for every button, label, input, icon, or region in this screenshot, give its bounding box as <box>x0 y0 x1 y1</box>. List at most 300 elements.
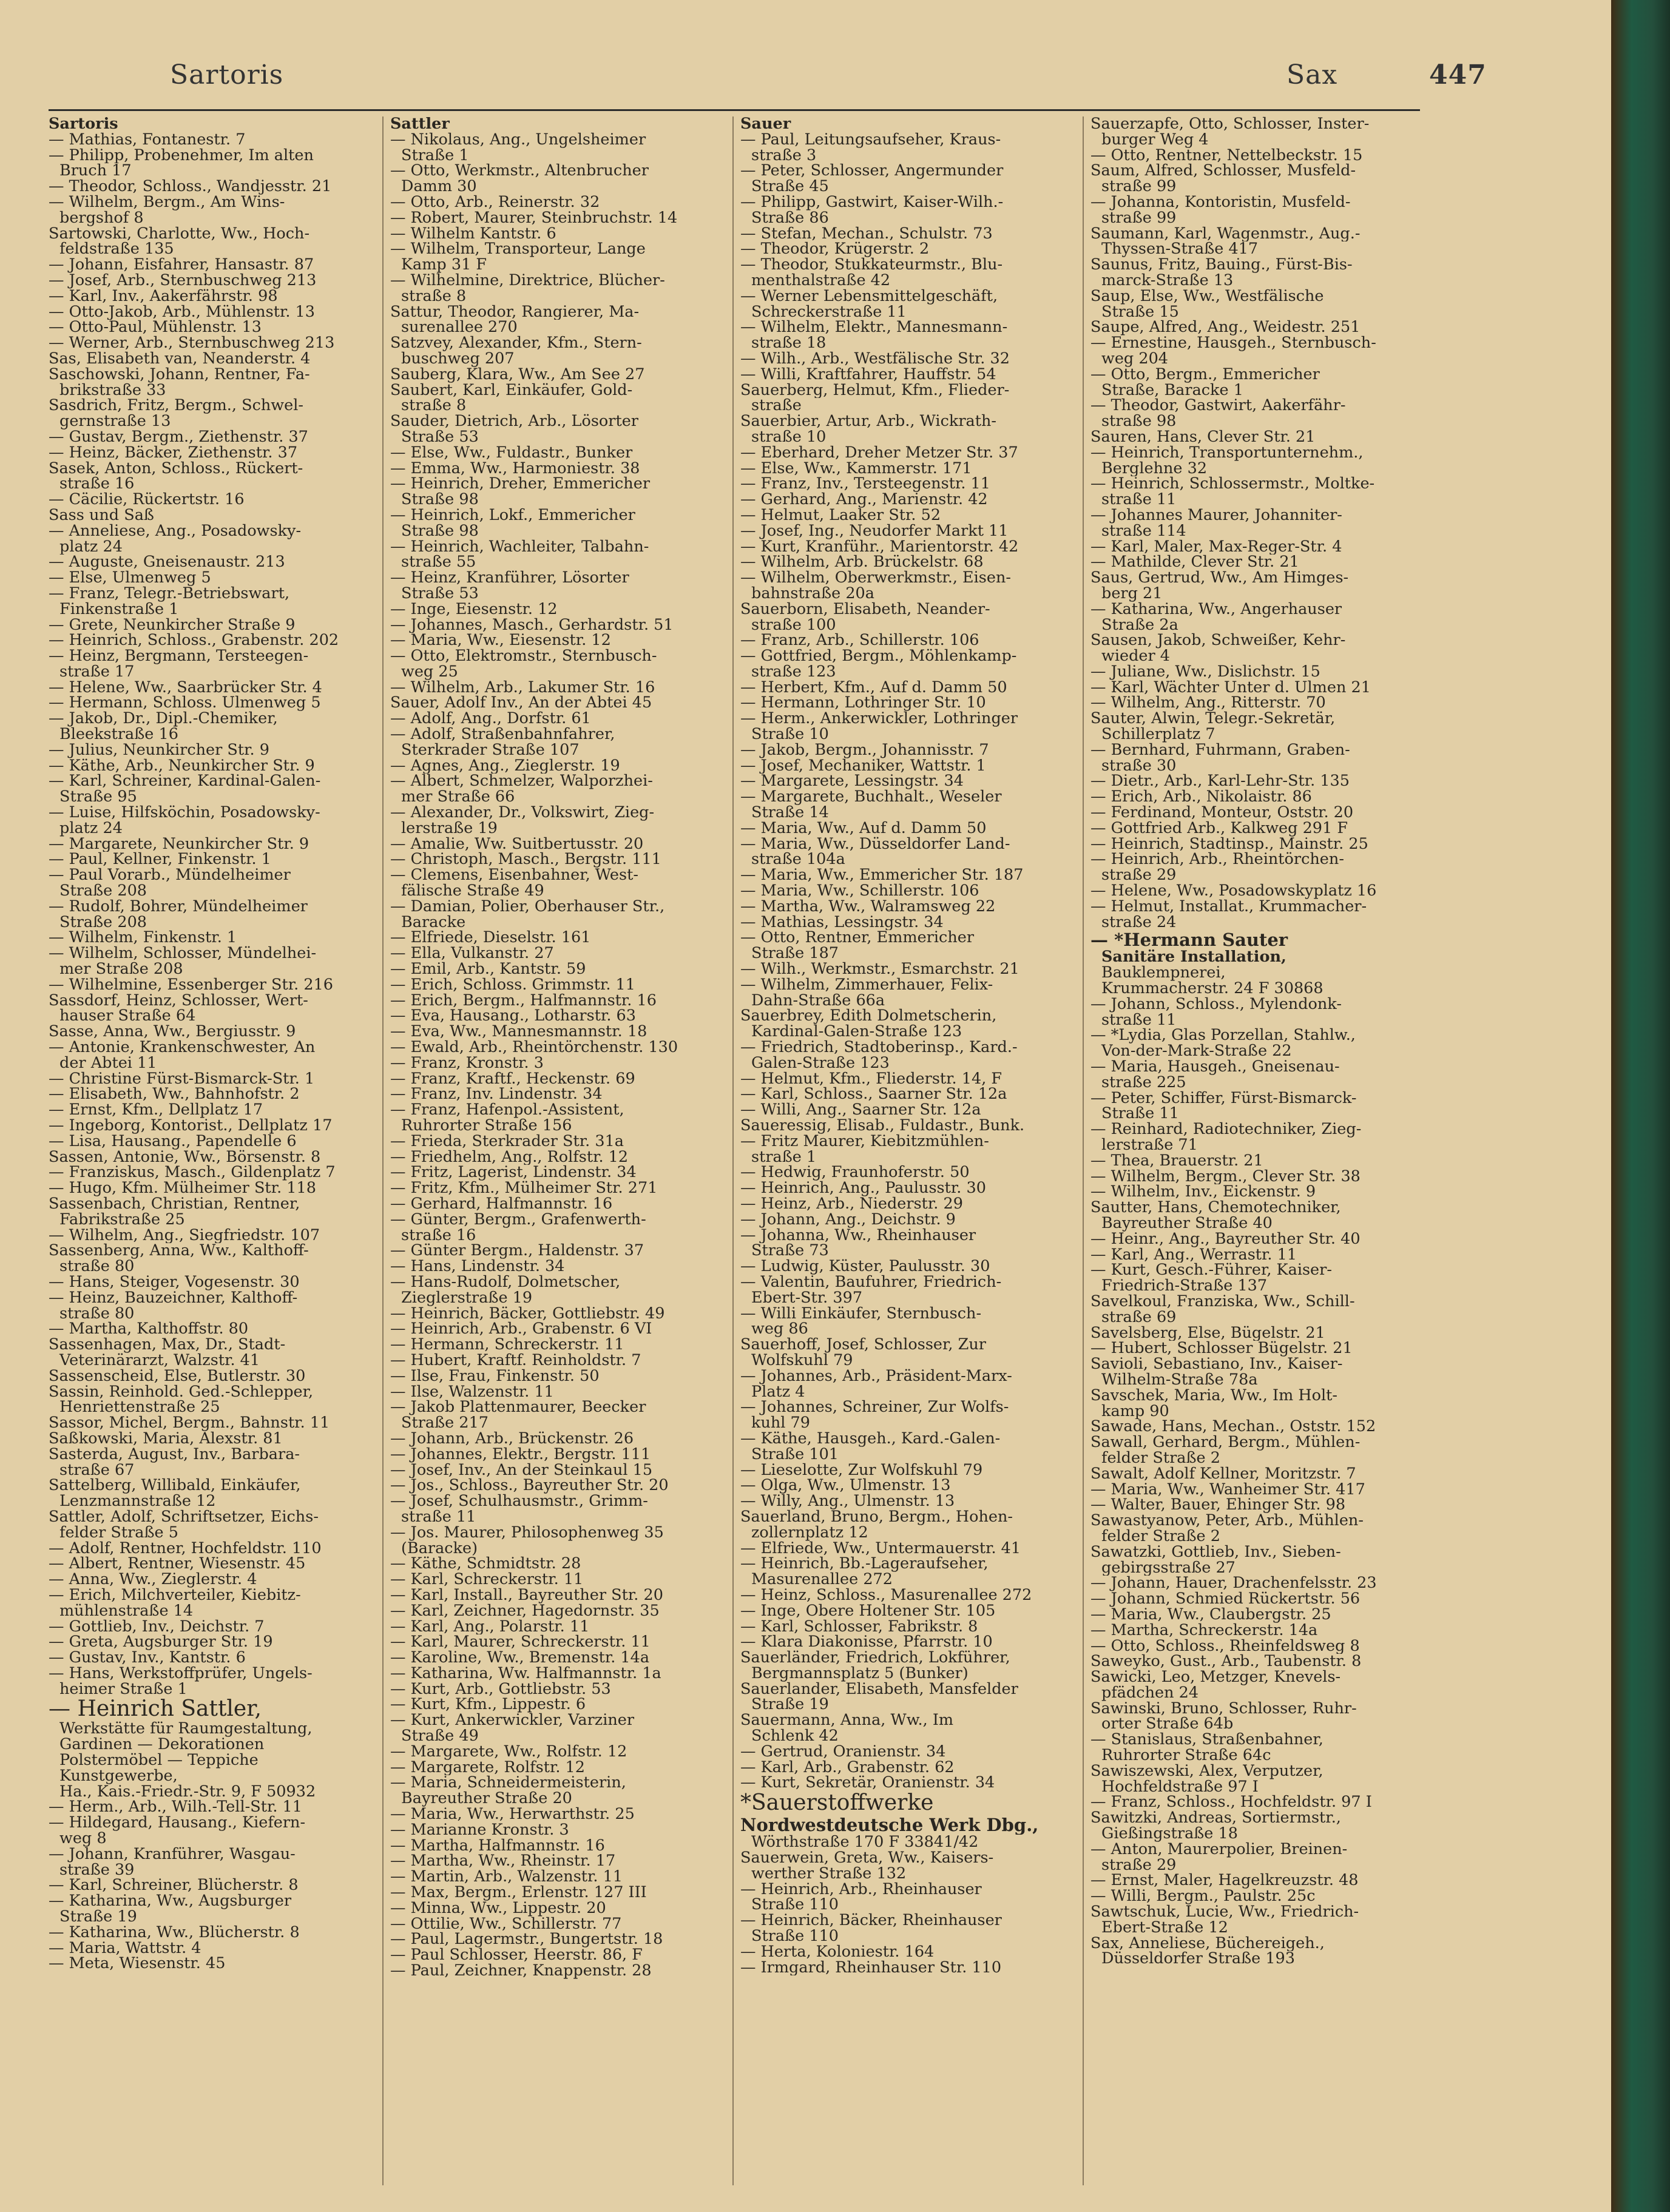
directory-entry-line: — Eva, Hausang., Lotharstr. 63 <box>390 1008 636 1025</box>
directory-entry-line: — Johannes, Arb., Präsident-Marx- <box>740 1368 1012 1384</box>
directory-entry-line: — Hans-Rudolf, Dolmetscher, <box>390 1274 621 1290</box>
column-1 <box>49 116 376 2191</box>
directory-entry-line: — Otto, Werkmstr., Altenbrucher <box>390 163 649 180</box>
directory-entry-line: Saumann, Karl, Wagenmstr., Aug.- <box>1090 226 1361 242</box>
directory-entry-line: — Johannes Maurer, Johanniter- <box>1090 507 1342 524</box>
directory-entry-line: Sauter, Alwin, Telegr.-Sekretär, <box>1090 711 1336 727</box>
directory-entry-line: — Kurt, Ankerwickler, Varziner <box>390 1713 635 1729</box>
directory-entry-line: — Lisa, Hausang., Papendelle 6 <box>49 1133 297 1150</box>
directory-entry-line: — Elfriede, Dieselstr. 161 <box>390 930 591 946</box>
directory-entry-line: — Hildegard, Hausang., Kiefern- <box>49 1815 306 1832</box>
directory-entry-line: Straße 101 <box>751 1446 839 1463</box>
directory-entry-line: — Otto, Elektromstr., Sternbusch- <box>390 649 657 664</box>
directory-entry-line: Sassin, Reinhold. Ged.-Schlepper, <box>49 1384 314 1400</box>
directory-entry-line: Sauerzapfe, Otto, Schlosser, Inster- <box>1090 116 1370 132</box>
directory-entry-line: — Herbert, Kfm., Auf d. Damm 50 <box>740 679 1007 696</box>
directory-entry-line: Ebert-Str. 397 <box>751 1290 863 1306</box>
directory-entry-line: — Josef, Arb., Sternbuschweg 213 <box>49 272 317 289</box>
directory-entry-line: — Heinrich, Arb., Rheinhauser <box>740 1881 982 1898</box>
directory-entry-line: — Heinrich Sattler, <box>49 1697 262 1722</box>
directory-entry-line: Sawiszewski, Alex, Verputzer, <box>1090 1763 1323 1779</box>
directory-entry-line: — Erich, Arb., Nikolaistr. 86 <box>1090 789 1312 806</box>
column-2 <box>390 116 718 2191</box>
directory-entry-line: kamp 90 <box>1101 1403 1169 1420</box>
directory-entry-line: — Heinrich, Stadtinsp., Mainstr. 25 <box>1090 836 1368 852</box>
directory-entry-line: kuhl 79 <box>751 1415 811 1431</box>
directory-entry-line: Sassdorf, Heinz, Schlosser, Wert- <box>49 993 308 1009</box>
directory-entry-line: — Margarete, Buchhalt., Weseler <box>740 789 1002 806</box>
directory-entry-line: — Franz, Telegr.-Betriebswart, <box>49 585 290 602</box>
directory-entry-line: — Franz, Inv., Tersteegenstr. 11 <box>740 476 990 493</box>
directory-entry-line: Sausen, Jakob, Schweißer, Kehr- <box>1090 633 1346 649</box>
directory-entry-line: — Julius, Neunkircher Str. 9 <box>49 742 269 758</box>
directory-entry-line: Bleekstraße 16 <box>59 727 178 743</box>
directory-entry-line: — Theodor, Krügerstr. 2 <box>740 241 930 258</box>
directory-entry-line: — Antonie, Krankenschwester, An <box>49 1040 316 1056</box>
directory-entry-line: Saubert, Karl, Einkäufer, Gold- <box>390 382 633 399</box>
directory-entry-line: — Willi, Bergm., Paulstr. 25c <box>1090 1889 1316 1905</box>
directory-entry-line: *Sauerstoffwerke <box>740 1791 934 1816</box>
directory-entry-line: — Karl, Maurer, Schreckerstr. 11 <box>390 1634 651 1651</box>
directory-entry-line: Sauer, Adolf Inv., An der Abtei 45 <box>390 695 652 712</box>
directory-entry-line: Straße 19 <box>751 1697 829 1713</box>
directory-entry-line: gebirgsstraße 27 <box>1101 1560 1236 1576</box>
directory-entry-line: — Heinrich, Dreher, Emmericher <box>390 476 651 493</box>
directory-entry-line: — Hermann, Lothringer Str. 10 <box>740 695 986 712</box>
directory-entry-line: felder Straße 2 <box>1101 1528 1220 1545</box>
directory-entry-line: Straße 45 <box>751 179 829 195</box>
directory-entry-line: — Gerhard, Halfmannstr. 16 <box>390 1196 613 1212</box>
directory-entry-line: Sauerborn, Elisabeth, Neander- <box>740 601 990 618</box>
directory-entry-line: felder Straße 5 <box>59 1525 178 1541</box>
directory-entry-line: — Margarete, Ww., Rolfstr. 12 <box>390 1744 627 1760</box>
column-3 <box>740 116 1068 2191</box>
directory-entry-line: straße 30 <box>1101 758 1177 774</box>
directory-entry-line: — Auguste, Gneisenaustr. 213 <box>49 555 285 571</box>
directory-entry-line: mühlenstraße 14 <box>59 1603 194 1619</box>
directory-entry-line: Veterinärarzt, Walzstr. 41 <box>59 1352 260 1369</box>
directory-entry-line: marck-Straße 13 <box>1101 272 1234 289</box>
directory-entry-line: — Karl, Maler, Max-Reger-Str. 4 <box>1090 539 1342 555</box>
directory-entry-line: Savelsberg, Else, Bügelstr. 21 <box>1090 1325 1325 1341</box>
directory-entry-line: — Albert, Schmelzer, Walporzhei- <box>390 774 653 790</box>
directory-entry-line: — Ottilie, Ww., Schillerstr. 77 <box>390 1916 622 1932</box>
directory-entry-line: — Helene, Ww., Posadowskyplatz 16 <box>1090 883 1377 899</box>
directory-entry-line: — Valentin, Baufuhrer, Friedrich- <box>740 1274 1002 1290</box>
directory-entry-line: Sauerland, Bruno, Bergm., Hohen- <box>740 1509 1013 1525</box>
directory-entry-line: — Mathias, Fontanestr. 7 <box>49 132 246 148</box>
directory-entry-line: — Heinrich, Arb., Rheintörchen- <box>1090 852 1344 868</box>
directory-entry-line: — Philipp, Probenehmer, Im alten <box>49 147 314 164</box>
directory-entry-line: — Karl, Arb., Grabenstr. 62 <box>740 1759 955 1776</box>
directory-entry-line: Straße 98 <box>401 523 479 539</box>
directory-entry-line: — Karl, Schlosser, Fabrikstr. 8 <box>740 1619 978 1635</box>
directory-entry-line: Krummacherstr. 24 F 30868 <box>1101 981 1323 997</box>
directory-entry-line: Werkstätte für Raumgestaltung, <box>59 1721 313 1738</box>
directory-entry-line: lerstraße 71 <box>1101 1138 1198 1153</box>
directory-entry-line: Straße 14 <box>751 805 829 821</box>
directory-entry-line: — Reinhard, Radiotechniker, Zieg- <box>1090 1122 1362 1138</box>
directory-entry-line: straße 99 <box>1101 210 1177 226</box>
directory-entry-line: — Werner Lebensmittelgeschäft, <box>740 288 998 305</box>
directory-entry-line: Nordwestdeutsche Werk Dbg., <box>740 1815 1039 1835</box>
directory-entry-line: — Damian, Polier, Oberhauser Str., <box>390 899 665 915</box>
directory-entry-line: Ha., Kais.-Friedr.-Str. 9, F 50932 <box>59 1784 316 1800</box>
directory-entry-line: — Wilhelm, Ang., Ritterstr. 70 <box>1090 695 1326 712</box>
directory-entry-line: Damm 30 <box>401 179 477 195</box>
directory-entry-line: — Frieda, Sterkrader Str. 31a <box>390 1133 624 1150</box>
directory-entry-line: — Dietr., Arb., Karl-Lehr-Str. 135 <box>1090 774 1350 790</box>
directory-entry-line: — Karoline, Ww., Bremenstr. 14a <box>390 1650 650 1666</box>
directory-entry-line: Von-der-Mark-Straße 22 <box>1101 1044 1292 1060</box>
directory-entry-line: Sawade, Hans, Mechan., Oststr. 152 <box>1090 1419 1376 1435</box>
directory-entry-line: — Franz, Kraftf., Heckenstr. 69 <box>390 1071 635 1087</box>
directory-entry-line: — Wilhelm, Oberwerkmstr., Eisen- <box>740 570 1012 586</box>
header-first-entry: Sartoris <box>170 59 284 90</box>
directory-entry-line: — Theodor, Gastwirt, Aakerfähr- <box>1090 398 1346 414</box>
directory-entry-line: straße 11 <box>1101 492 1177 508</box>
directory-entry-line: bergshof 8 <box>59 210 144 226</box>
directory-entry-line: (Baracke) <box>401 1540 478 1557</box>
directory-entry-line: — Meta, Wiesenstr. 45 <box>49 1956 226 1972</box>
directory-entry-line: — *Hermann Sauter <box>1090 930 1288 950</box>
directory-entry-line: Sasek, Anton, Schloss., Rückert- <box>49 460 303 477</box>
directory-entry-line: Sauerbrey, Edith Dolmetscherin, <box>740 1008 997 1025</box>
directory-entry-line: Zieglerstraße 19 <box>401 1290 533 1306</box>
directory-entry-line: — Wilhelm, Transporteur, Lange <box>390 241 646 258</box>
directory-entry-line: Sassen, Antonie, Ww., Börsenstr. 8 <box>49 1149 321 1165</box>
directory-entry-line: Sassor, Michel, Bergm., Bahnstr. 11 <box>49 1415 330 1431</box>
directory-entry-line: — Paul, Kellner, Finkenstr. 1 <box>49 852 271 868</box>
directory-entry-line: straße 16 <box>59 476 135 493</box>
directory-entry-line: straße 1 <box>751 1149 817 1165</box>
directory-entry-line: straße 3 <box>751 147 817 164</box>
directory-entry-line: Sauder, Dietrich, Arb., Lösorter <box>390 414 638 430</box>
directory-entry-line: — Irmgard, Rheinhauser Str. 110 <box>740 1960 1002 1976</box>
directory-entry-line: Sattler, Adolf, Schriftsetzer, Eichs- <box>49 1509 319 1525</box>
directory-entry-line: — Heinrich, Bb.-Lageraufseher, <box>740 1556 989 1573</box>
directory-entry-line: — Minna, Ww., Lippestr. 20 <box>390 1900 606 1917</box>
directory-entry-line: — Friedhelm, Ang., Rolfstr. 12 <box>390 1149 629 1165</box>
directory-entry-line: Sauerbier, Artur, Arb., Wickrath- <box>740 414 996 430</box>
directory-entry-line: straße 123 <box>751 664 836 680</box>
directory-entry-line: — Heinz, Arb., Niederstr. 29 <box>740 1196 963 1212</box>
directory-entry-line: — Heinrich, Bäcker, Rheinhauser <box>740 1913 1002 1929</box>
directory-entry-line: — Maria, Ww., Eiesenstr. 12 <box>390 633 611 649</box>
directory-entry-line: — Greta, Augsburger Str. 19 <box>49 1634 273 1651</box>
directory-entry-line: — Johann, Arb., Brückenstr. 26 <box>390 1431 634 1447</box>
directory-entry-line: Straße 11 <box>1101 1106 1179 1122</box>
directory-entry-line: Sass und Saß <box>49 507 154 524</box>
directory-entry-line: — Franz, Hafenpol.-Assistent, <box>390 1102 624 1118</box>
directory-entry-line: — Karl, Zeichner, Hagedornstr. 35 <box>390 1603 660 1619</box>
directory-entry-line: — Helmut, Installat., Krummacher- <box>1090 899 1367 915</box>
directory-entry-line: Sawastyanow, Peter, Arb., Mühlen- <box>1090 1513 1364 1529</box>
directory-entry-line: Straße 208 <box>59 914 147 931</box>
directory-entry-line: — *Lydia, Glas Porzellan, Stahlw., <box>1090 1028 1356 1044</box>
directory-entry-line: — Stanislaus, Straßenbahner, <box>1090 1732 1323 1748</box>
directory-entry-line: — Paul, Leitungsaufseher, Kraus- <box>740 132 1001 148</box>
directory-entry-line: — Margarete, Neunkircher Str. 9 <box>49 836 309 852</box>
directory-entry-line: — Werner, Arb., Sternbuschweg 213 <box>49 336 335 351</box>
directory-entry-line: — Franziskus, Masch., Gildenplatz 7 <box>49 1165 336 1181</box>
directory-entry-line: brikstraße 33 <box>59 382 166 399</box>
directory-entry-line: Straße 53 <box>401 429 479 445</box>
directory-entry-line: — Willy, Ang., Ulmenstr. 13 <box>740 1494 955 1509</box>
directory-entry-line: wieder 4 <box>1101 649 1171 664</box>
directory-entry-line: Bergmannsplatz 5 (Bunker) <box>751 1665 969 1682</box>
directory-entry-line: — Maria, Hausgeh., Gneisenau- <box>1090 1059 1340 1075</box>
directory-entry-line: straße 17 <box>59 664 135 680</box>
header-rule <box>49 109 1420 111</box>
directory-entry-line: — Katharina, Ww., Angerhauser <box>1090 601 1342 618</box>
directory-entry-line: — Otto, Arb., Reinerstr. 32 <box>390 194 600 211</box>
directory-entry-line: — Gertrud, Oranienstr. 34 <box>740 1744 946 1760</box>
directory-entry-line: straße 114 <box>1101 523 1186 539</box>
directory-entry-line: straße <box>751 398 802 414</box>
directory-entry-line: — Maria, Wattstr. 4 <box>49 1940 201 1957</box>
directory-entry-line: — Wilh., Arb., Westfälische Str. 32 <box>740 351 1010 367</box>
directory-entry-line: Ruhrorter Straße 64c <box>1101 1748 1271 1764</box>
directory-entry-line: — Ernst, Kfm., Dellplatz 17 <box>49 1102 263 1118</box>
directory-entry-line: — Johann, Schmied Rückertstr. 56 <box>1090 1591 1361 1607</box>
directory-entry-line: — Kurt, Arb., Gottliebstr. 53 <box>390 1681 611 1698</box>
directory-entry-line: straße 16 <box>401 1227 476 1244</box>
directory-entry-line: straße 11 <box>1101 1012 1177 1028</box>
directory-entry-line: Straße 98 <box>401 492 479 508</box>
directory-entry-line: — Paul, Lagermstr., Bungertstr. 18 <box>390 1932 663 1948</box>
directory-entry-line: straße 8 <box>401 288 467 305</box>
directory-entry-line: — Wilhelmine, Direktrice, Blücher- <box>390 272 665 289</box>
directory-entry-line: — Paul Schlosser, Heerstr. 86, F <box>390 1947 643 1964</box>
directory-entry-line: felder Straße 2 <box>1101 1450 1220 1466</box>
directory-entry-line: Straße 19 <box>59 1909 137 1925</box>
directory-entry-line: Straße 95 <box>59 789 137 806</box>
directory-entry-line: Sauren, Hans, Clever Str. 21 <box>1090 429 1316 445</box>
directory-entry-line: — Karl, Ang., Polarstr. 11 <box>390 1619 590 1635</box>
directory-entry-line: Sassenberg, Anna, Ww., Kalthoff- <box>49 1243 309 1259</box>
directory-entry-line: — Maria, Ww., Emmericher Str. 187 <box>740 868 1024 884</box>
directory-entry-line: Sassenscheid, Else, Butlerstr. 30 <box>49 1368 306 1384</box>
directory-entry-line: — Wilhelm Kantstr. 6 <box>390 226 556 242</box>
directory-entry-line: Thyssen-Straße 417 <box>1101 241 1259 258</box>
directory-entry-line: — Gustav, Bergm., Ziethenstr. 37 <box>49 429 308 445</box>
directory-entry-line: — Hans, Steiger, Vogesenstr. 30 <box>49 1274 300 1290</box>
directory-entry-line: — Anna, Ww., Zieglerstr. 4 <box>49 1572 257 1588</box>
directory-entry-line: — Helmut, Laaker Str. 52 <box>740 507 941 524</box>
directory-entry-line: Sartowski, Charlotte, Ww., Hoch- <box>49 226 310 242</box>
directory-entry-line: — Else, Ww., Kammerstr. 171 <box>740 460 972 477</box>
directory-entry-line: Sauerlander, Elisabeth, Mansfelder <box>740 1681 1018 1698</box>
directory-entry-line: Friedrich-Straße 137 <box>1101 1278 1268 1294</box>
directory-entry-line: — Karl, Schreiner, Blücherstr. 8 <box>49 1878 299 1894</box>
directory-entry-line: — Walter, Bauer, Ehinger Str. 98 <box>1090 1497 1346 1514</box>
directory-entry-line: — Heinrich, Arb., Grabenstr. 6 VI <box>390 1321 652 1338</box>
page-header <box>49 53 1602 102</box>
directory-entry-line: Düsseldorfer Straße 193 <box>1101 1951 1295 1968</box>
directory-entry-line: Bauklempnerei, <box>1101 965 1226 982</box>
directory-entry-line: — Gottlieb, Inv., Deichstr. 7 <box>49 1619 265 1635</box>
column-divider <box>1083 116 1084 2185</box>
directory-entry-line: — Martha, Schreckerstr. 14a <box>1090 1622 1318 1639</box>
directory-entry-line: — Wilhelm, Finkenstr. 1 <box>49 930 237 946</box>
directory-entry-line: Bayreuther Straße 20 <box>401 1791 572 1807</box>
directory-entry-line: — Heinz, Bäcker, Ziethenstr. 37 <box>49 445 298 461</box>
directory-entry-line: — Wilhelm, Bergm., Clever Str. 38 <box>1090 1168 1361 1185</box>
directory-entry-line: Savelkoul, Franziska, Ww., Schill- <box>1090 1293 1355 1310</box>
directory-entry-line: — Heinz, Schloss., Masurenallee 272 <box>740 1587 1032 1603</box>
directory-entry-line: — Peter, Schiffer, Fürst-Bismarck- <box>1090 1090 1357 1107</box>
directory-entry-line: Straße 217 <box>401 1415 489 1431</box>
directory-entry-line: Straße 110 <box>751 1897 839 1914</box>
directory-entry-line: — Luise, Hilfsköchin, Posadowsky- <box>49 805 320 821</box>
directory-entry-line: Polstermöbel — Teppiche <box>59 1753 259 1769</box>
directory-entry-line: Sauerhoff, Josef, Schlosser, Zur <box>740 1337 986 1353</box>
directory-entry-line: Sauberg, Klara, Ww., Am See 27 <box>390 366 645 383</box>
directory-entry-line: Saßkowski, Maria, Alexstr. 81 <box>49 1431 283 1447</box>
directory-entry-line: — Hubert, Kraftf. Reinholdstr. 7 <box>390 1352 641 1369</box>
directory-entry-line: Gießingstraße 18 <box>1101 1826 1238 1842</box>
directory-entry-line: — Theodor, Stukkateurmstr., Blu- <box>740 257 1003 273</box>
directory-entry-line: — Margarete, Lessingstr. 34 <box>740 774 964 790</box>
directory-entry-line: — Hubert, Schlosser Bügelstr. 21 <box>1090 1341 1353 1357</box>
directory-entry-line: — Franz, Arb., Schillerstr. 106 <box>740 633 979 649</box>
directory-entry-line: Sattler <box>390 116 450 132</box>
directory-entry-line: — Heinrich, Transportunternehm., <box>1090 445 1364 461</box>
directory-entry-line: straße 99 <box>1101 179 1177 195</box>
directory-entry-line: — Johannes, Elektr., Bergstr. 111 <box>390 1446 651 1463</box>
directory-entry-line: — Hermann, Schreckerstr. 11 <box>390 1337 624 1353</box>
directory-entry-line: — Wilhelm, Inv., Eickenstr. 9 <box>1090 1184 1316 1201</box>
directory-entry-line: Galen-Straße 123 <box>751 1055 890 1071</box>
directory-entry-line: pfädchen 24 <box>1101 1685 1199 1701</box>
directory-entry-line: Wörthstraße 170 F 33841/42 <box>751 1835 979 1851</box>
directory-entry-line: — Paul, Zeichner, Knappenstr. 28 <box>390 1963 652 1979</box>
directory-entry-line: — Rudolf, Bohrer, Mündelheimer <box>49 899 308 915</box>
directory-entry-line: — Johann, Ang., Deichstr. 9 <box>740 1212 956 1228</box>
directory-entry-line: — Anneliese, Ang., Posadowsky- <box>49 523 302 539</box>
directory-entry-line: Sas, Elisabeth van, Neanderstr. 4 <box>49 351 311 367</box>
directory-entry-line: Sauerberg, Helmut, Kfm., Flieder- <box>740 382 1010 399</box>
directory-entry-line: — Mathilde, Clever Str. 21 <box>1090 555 1299 571</box>
directory-entry-line: Kunstgewerbe, <box>59 1768 178 1784</box>
directory-entry-line: — Jakob, Bergm., Johannisstr. 7 <box>740 742 989 758</box>
directory-entry-line: — Heinrich, Lokf., Emmericher <box>390 507 635 524</box>
directory-entry-line: Sauermann, Anna, Ww., Im <box>740 1713 954 1729</box>
directory-entry-line: — Herm., Arb., Wilh.-Tell-Str. 11 <box>49 1799 302 1816</box>
directory-entry-line: — Ilse, Frau, Finkenstr. 50 <box>390 1368 600 1384</box>
directory-entry-line: Straße 208 <box>59 883 147 899</box>
directory-entry-line: — Karl, Schloss., Saarner Str. 12a <box>740 1087 1007 1103</box>
directory-entry-line: — Willi Einkäufer, Sternbusch- <box>740 1306 982 1322</box>
directory-entry-line: — Otto, Schloss., Rheinfeldsweg 8 <box>1090 1638 1360 1654</box>
directory-entry-line: — Katharina, Ww. Halfmannstr. 1a <box>390 1665 661 1682</box>
directory-entry-line: Straße 110 <box>751 1929 839 1944</box>
directory-entry-line: Savioli, Sebastiano, Inv., Kaiser- <box>1090 1357 1343 1372</box>
directory-entry-line: Saschowski, Johann, Rentner, Fa- <box>49 366 310 383</box>
directory-entry-line: Kardinal-Galen-Straße 123 <box>751 1024 962 1040</box>
directory-entry-line: — Josef, Schulhausmstr., Grimm- <box>390 1494 648 1509</box>
directory-entry-line: Straße 187 <box>751 946 839 962</box>
directory-entry-line: fälische Straße 49 <box>401 883 544 899</box>
directory-entry-line: Schillerplatz 7 <box>1101 727 1215 743</box>
directory-entry-line: — Jakob, Dr., Dipl.-Chemiker, <box>49 711 278 727</box>
directory-entry-line: — Otto-Jakob, Arb., Mühlenstr. 13 <box>49 304 315 320</box>
directory-entry-line: weg 86 <box>751 1321 808 1338</box>
directory-entry-line: — Erich, Milchverteiler, Kiebitz- <box>49 1587 301 1603</box>
directory-entry-line: — Otto, Bergm., Emmericher <box>1090 366 1320 383</box>
directory-entry-line: — Käthe, Hausgeh., Kard.-Galen- <box>740 1431 1001 1447</box>
directory-entry-line: — Heinz, Bergmann, Tersteegen- <box>49 649 309 664</box>
directory-entry-line: Wilhelm-Straße 78a <box>1101 1372 1258 1388</box>
directory-entry-line: Saunus, Fritz, Bauing., Fürst-Bis- <box>1090 257 1353 273</box>
directory-entry-line: — Maria, Schneidermeisterin, <box>390 1775 626 1792</box>
column-divider <box>382 116 384 2185</box>
directory-entry-line: straße 8 <box>401 398 467 414</box>
directory-entry-line: straße 24 <box>1101 914 1177 931</box>
directory-entry-line: — Franz, Kronstr. 3 <box>390 1055 544 1071</box>
directory-entry-line: — Kurt, Gesch.-Führer, Kaiser- <box>1090 1263 1332 1279</box>
directory-entry-line: — Heinrich, Schlossermstr., Moltke- <box>1090 476 1375 493</box>
directory-entry-line: — Gerhard, Ang., Marienstr. 42 <box>740 492 988 508</box>
directory-entry-line: Straße 10 <box>751 727 829 743</box>
directory-entry-line: Sasdrich, Fritz, Bergm., Schwel- <box>49 398 303 414</box>
directory-entry-line: — Hans, Lindenstr. 34 <box>390 1259 565 1275</box>
directory-entry-line: Sawicki, Leo, Metzger, Knevels- <box>1090 1670 1341 1685</box>
directory-entry-line: Ebert-Straße 12 <box>1101 1920 1228 1936</box>
directory-entry-line: — Hugo, Kfm. Mülheimer Str. 118 <box>49 1181 316 1196</box>
directory-entry-line: — Emil, Arb., Kantstr. 59 <box>390 962 586 977</box>
directory-entry-line: der Abtei 11 <box>59 1055 157 1071</box>
directory-entry-line: Schreckerstraße 11 <box>751 304 907 320</box>
directory-entry-line: — Franz, Inv. Lindenstr. 34 <box>390 1087 603 1103</box>
directory-entry-line: — Ingeborg, Kontorist., Dellplatz 17 <box>49 1118 333 1134</box>
directory-entry-line: straße 100 <box>751 617 836 633</box>
directory-entry-line: — Elisabeth, Ww., Bahnhofstr. 2 <box>49 1087 300 1103</box>
directory-entry-line: — Alexander, Dr., Volkswirt, Zieg- <box>390 805 655 821</box>
directory-entry-line: — Jos. Maurer, Philosophenweg 35 <box>390 1525 664 1541</box>
directory-entry-line: — Käthe, Schmidtstr. 28 <box>390 1556 581 1573</box>
directory-entry-line: — Herm., Ankerwickler, Lothringer <box>740 711 1018 727</box>
directory-entry-line: — Heinz, Kranführer, Lösorter <box>390 570 629 586</box>
directory-entry-line: Sautter, Hans, Chemotechniker, <box>1090 1200 1341 1216</box>
directory-entry-line: — Adolf, Ang., Dorfstr. 61 <box>390 711 591 727</box>
directory-entry-line: — Maria, Ww., Herwarthstr. 25 <box>390 1807 635 1823</box>
directory-entry-line: — Marianne Kronstr. 3 <box>390 1822 569 1838</box>
directory-entry-line: Sax, Anneliese, Büchereigeh., <box>1090 1935 1325 1952</box>
directory-entry-line: — Margarete, Rolfstr. 12 <box>390 1759 585 1776</box>
directory-entry-line: — Juliane, Ww., Dislichstr. 15 <box>1090 664 1320 680</box>
directory-entry-line: Finkenstraße 1 <box>59 601 179 618</box>
directory-entry-line: — Inge, Eiesenstr. 12 <box>390 601 558 618</box>
directory-entry-line: Sawtschuk, Lucie, Ww., Friedrich- <box>1090 1904 1359 1920</box>
directory-entry-line: — Ernestine, Hausgeh., Sternbusch- <box>1090 336 1376 351</box>
directory-entry-line: — Karl, Wächter Unter d. Ulmen 21 <box>1090 679 1371 696</box>
directory-entry-line: Straße 49 <box>401 1728 479 1744</box>
directory-entry-line: — Gottfried Arb., Kalkweg 291 F <box>1090 820 1348 837</box>
directory-entry-line: Saum, Alfred, Schlosser, Musfeld- <box>1090 163 1356 180</box>
directory-entry-line: Straße 53 <box>401 585 479 602</box>
directory-entry-line: Hochfeldstraße 97 I <box>1101 1779 1259 1795</box>
directory-entry-line: — Maria, Ww., Düsseldorfer Land- <box>740 836 1010 852</box>
directory-entry-line: — Karl, Inv., Aakerfährstr. 98 <box>49 288 278 305</box>
directory-entry-line: — Bernhard, Fuhrmann, Graben- <box>1090 742 1350 758</box>
directory-entry-line: — Wilhelm, Ang., Siegfriedstr. 107 <box>49 1227 320 1244</box>
page-number: 447 <box>1429 59 1487 90</box>
directory-entry-line: Straße 1 <box>401 147 469 164</box>
directory-entry-line: — Anton, Maurerpolier, Breinen- <box>1090 1841 1348 1858</box>
directory-entry-line: Straße, Baracke 1 <box>1101 382 1243 399</box>
